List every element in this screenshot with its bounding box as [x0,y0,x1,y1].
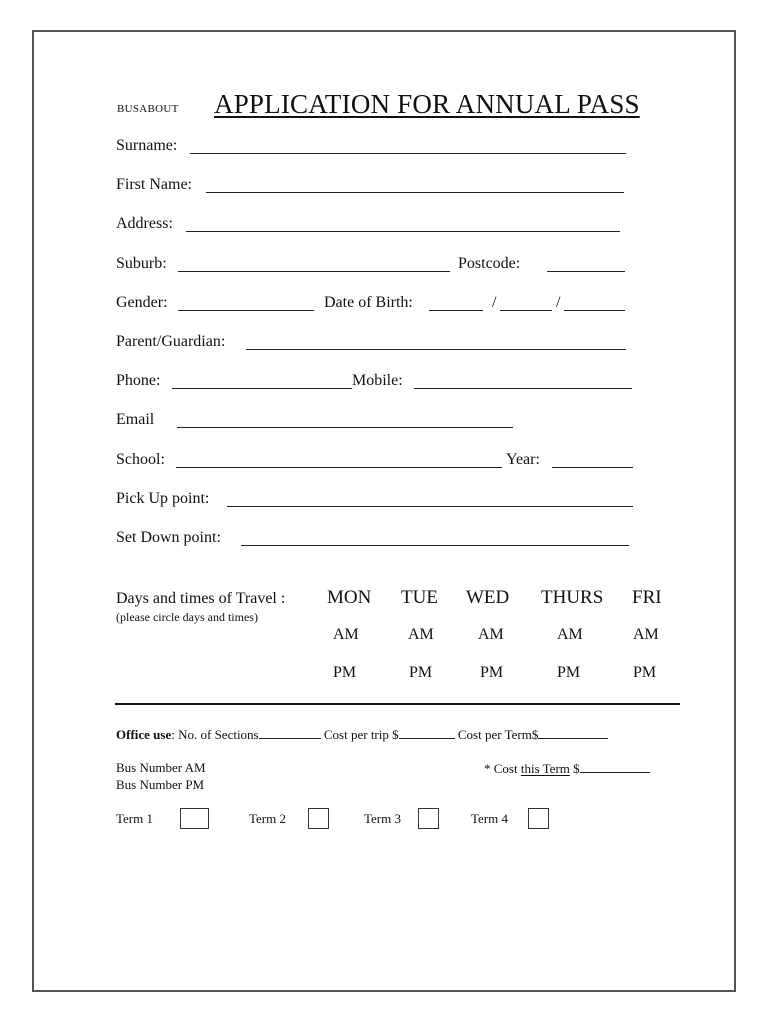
fri-am[interactable]: AM [633,626,659,643]
first-name-label: First Name: [116,176,192,193]
pickup-field[interactable] [227,506,633,507]
tue-pm[interactable]: PM [409,664,433,681]
surname-label: Surname: [116,137,178,154]
form-title: APPLICATION FOR ANNUAL PASS [214,89,640,119]
office-divider [115,703,680,705]
term-1-label: Term 1 [116,811,153,826]
pickup-label: Pick Up point: [116,490,210,507]
cost-this-term-row [484,761,650,777]
dob-month-field[interactable] [500,310,552,311]
wed-am[interactable]: AM [478,626,504,643]
parent-field[interactable] [246,349,626,350]
thurs-am[interactable]: AM [557,626,583,643]
suburb-field[interactable] [178,271,450,272]
address-field[interactable] [186,231,620,232]
cost-this-term-field[interactable] [580,772,650,773]
gender-field[interactable] [178,310,314,311]
term-3-label: Term 3 [364,811,401,826]
first-name-field[interactable] [206,192,624,193]
term-3-checkbox[interactable] [418,808,439,829]
day-thurs[interactable]: THURS [541,587,604,608]
travel-note: (please circle days and times) [116,610,258,624]
day-wed[interactable]: WED [466,587,510,608]
day-tue[interactable]: TUE [401,587,438,608]
cost-term-label: Cost per Term$ [457,727,539,742]
travel-label: Days and times of Travel : [116,590,286,607]
cost-this-term-label: this Term [520,761,570,776]
setdown-label: Set Down point: [116,529,221,546]
brand-label: BUSABOUT [117,103,179,115]
suburb-label: Suburb: [116,255,167,272]
cost-term-field[interactable] [538,738,608,739]
school-label: School: [116,451,165,468]
day-fri[interactable]: FRI [632,587,662,608]
sections-label: : No. of Sections [171,727,259,742]
tue-am[interactable]: AM [408,626,434,643]
cost-trip-label: Cost per trip $ [323,727,399,742]
year-label: Year: [506,451,540,468]
fri-pm[interactable]: PM [633,664,657,681]
dob-label: Date of Birth: [324,294,413,311]
bus-number-am: Bus Number AM [116,760,206,775]
postcode-label: Postcode: [458,255,521,272]
mon-am[interactable]: AM [333,626,359,643]
phone-label: Phone: [116,372,161,389]
term-2-label: Term 2 [249,811,286,826]
term-4-checkbox[interactable] [528,808,549,829]
mobile-field[interactable] [414,388,632,389]
phone-field[interactable] [172,388,352,389]
day-mon[interactable]: MON [327,587,372,608]
year-field[interactable] [552,467,633,468]
mon-pm[interactable]: PM [333,664,357,681]
postcode-field[interactable] [547,271,625,272]
dob-day-field[interactable] [429,310,483,311]
office-use-row [116,727,608,743]
setdown-field[interactable] [241,545,629,546]
email-label: Email [116,411,155,428]
surname-field[interactable] [190,153,626,154]
school-field[interactable] [176,467,502,468]
dob-separator: / [556,294,561,311]
mobile-label: Mobile: [352,372,403,389]
dob-year-field[interactable] [564,310,625,311]
dob-separator: / [492,294,497,311]
cost-this-suffix: $ [569,761,580,776]
email-field[interactable] [177,427,513,428]
page-border [32,30,736,992]
gender-label: Gender: [116,294,168,311]
term-1-checkbox[interactable] [180,808,209,829]
office-use-label: Office use [116,727,172,742]
term-4-label: Term 4 [471,811,508,826]
cost-trip-field[interactable] [399,738,455,739]
wed-pm[interactable]: PM [480,664,504,681]
thurs-pm[interactable]: PM [557,664,581,681]
sections-field[interactable] [259,738,321,739]
address-label: Address: [116,215,173,232]
bus-number-pm: Bus Number PM [116,777,205,792]
cost-this-prefix: * Cost [484,761,521,776]
term-2-checkbox[interactable] [308,808,329,829]
parent-label: Parent/Guardian: [116,333,226,350]
